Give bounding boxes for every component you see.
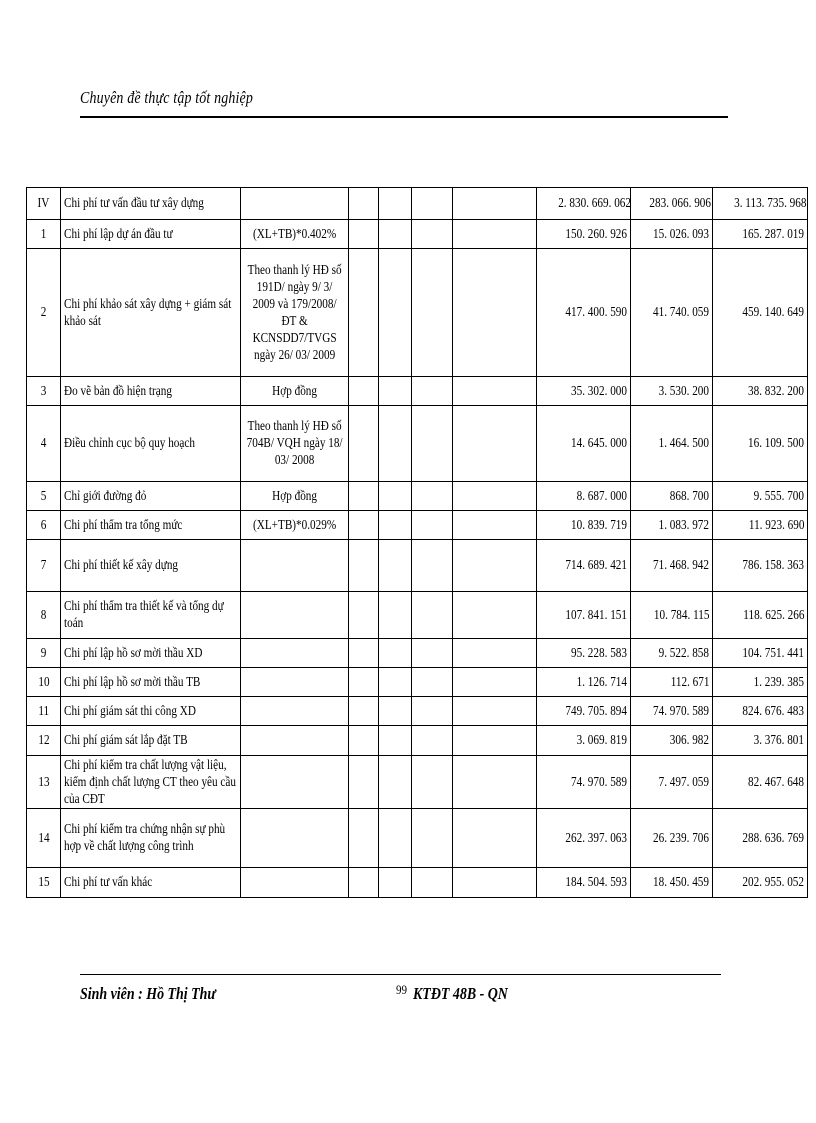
value-vat-text: 9. 522. 858 — [658, 645, 709, 661]
cost-table-body — [27, 188, 808, 898]
blank-cell — [453, 377, 537, 406]
value-vat-text: 1. 464. 500 — [658, 436, 709, 451]
value-vat-text: 10. 784. 115 — [653, 607, 709, 623]
blank-cell — [349, 868, 379, 898]
row-number-text: 5 — [40, 488, 47, 504]
blank-cell — [453, 188, 537, 220]
value-after-tax-text: 104. 751. 441 — [742, 645, 804, 661]
value-after-tax — [713, 511, 808, 540]
row-number — [27, 188, 61, 220]
value-vat — [631, 592, 713, 639]
blank-cell — [379, 540, 412, 592]
cost-item-name — [61, 406, 241, 482]
value-before-tax-text: 262. 397. 063 — [565, 830, 627, 846]
value-after-tax — [713, 540, 808, 592]
blank-cell — [412, 756, 453, 809]
cost-basis — [241, 809, 349, 868]
row-number-text: 12 — [37, 733, 50, 748]
value-before-tax — [537, 668, 631, 697]
cost-basis — [241, 188, 349, 220]
blank-cell — [453, 726, 537, 756]
value-vat-text: 3. 530. 200 — [658, 383, 709, 399]
blank-cell — [349, 639, 379, 668]
value-vat — [631, 511, 713, 540]
blank-cell — [412, 726, 453, 756]
blank-cell — [453, 220, 537, 249]
row-number — [27, 809, 61, 868]
cost-basis — [241, 406, 349, 482]
cost-item-name-text: Chi phí thẩm tra tổng mức — [64, 517, 183, 533]
row-number-text: 7 — [40, 558, 47, 573]
blank-cell — [379, 377, 412, 406]
value-after-tax-text: 786. 158. 363 — [742, 558, 804, 573]
blank-cell — [453, 809, 537, 868]
value-after-tax — [713, 188, 808, 220]
value-vat — [631, 639, 713, 668]
value-vat — [631, 809, 713, 868]
cost-item-name — [61, 540, 241, 592]
cost-item-name-text: Chi phí giám sát thi công XD — [64, 703, 196, 719]
blank-cell — [453, 249, 537, 377]
footer-divider — [80, 974, 721, 975]
blank-cell — [379, 511, 412, 540]
value-vat — [631, 540, 713, 592]
cost-basis-text: Theo thanh lý HĐ số 704B/ VQH ngày 18/ 03/ 2008 — [246, 419, 343, 468]
value-after-tax — [713, 482, 808, 511]
value-before-tax-text: 95. 228. 583 — [571, 645, 627, 661]
cost-basis — [241, 592, 349, 639]
value-after-tax — [713, 756, 808, 809]
row-number-text: 10 — [37, 674, 50, 690]
value-vat — [631, 668, 713, 697]
cost-item-name-text: Chi phí lập hồ sơ mời thầu TB — [64, 674, 201, 690]
row-number-text: 14 — [37, 830, 50, 846]
value-after-tax — [713, 668, 808, 697]
value-before-tax-text: 35. 302. 000 — [571, 383, 627, 399]
cost-item-name-text: Chi phí kiểm tra chứng nhận sự phù hợp về chất lượng công trình — [64, 822, 226, 854]
value-vat-text: 306. 982 — [669, 733, 709, 748]
cost-basis — [241, 726, 349, 756]
cost-basis — [241, 511, 349, 540]
cost-basis-text: Theo thanh lý HĐ số 191D/ ngày 9/ 3/ 2009 và 179/2008/ĐT & KCNSDD7/TVGS ngày 26/ 03/ 2009 — [247, 262, 342, 363]
value-before-tax — [537, 756, 631, 809]
value-after-tax-text: 202. 955. 052 — [742, 875, 804, 890]
value-after-tax — [713, 249, 808, 377]
blank-cell — [349, 482, 379, 511]
table-row — [27, 511, 808, 540]
cost-item-name-text: Chi phí lập hồ sơ mời thầu XD — [64, 645, 203, 661]
cost-basis — [241, 756, 349, 809]
blank-cell — [349, 406, 379, 482]
blank-cell — [412, 406, 453, 482]
value-vat — [631, 220, 713, 249]
cost-basis-text: (XL+TB)*0.402% — [252, 226, 337, 242]
cost-basis — [241, 668, 349, 697]
blank-cell — [349, 220, 379, 249]
cost-item-name-text: Chỉ giới đường đỏ — [64, 488, 147, 504]
value-before-tax — [537, 406, 631, 482]
value-vat — [631, 377, 713, 406]
cost-item-name — [61, 377, 241, 406]
cost-basis — [241, 868, 349, 898]
blank-cell — [379, 406, 412, 482]
blank-cell — [379, 726, 412, 756]
value-before-tax-text: 417. 400. 590 — [565, 305, 627, 320]
blank-cell — [349, 809, 379, 868]
blank-cell — [379, 809, 412, 868]
value-before-tax — [537, 868, 631, 898]
blank-cell — [453, 668, 537, 697]
value-vat — [631, 756, 713, 809]
blank-cell — [349, 756, 379, 809]
row-number-text: 1 — [40, 226, 47, 242]
value-before-tax-text: 10. 839. 719 — [571, 517, 627, 533]
blank-cell — [349, 668, 379, 697]
cost-item-name-text: Chi phí thẩm tra thiết kế và tổng dự toán — [64, 599, 224, 631]
table-row — [27, 377, 808, 406]
value-vat-text: 283. 066. 906 — [649, 196, 711, 211]
blank-cell — [349, 540, 379, 592]
value-after-tax-text: 288. 636. 769 — [742, 830, 804, 846]
page-header-title: Chuyên đề thực tập tốt nghiệp — [80, 88, 254, 107]
blank-cell — [379, 756, 412, 809]
blank-cell — [379, 868, 412, 898]
cost-item-name — [61, 809, 241, 868]
cost-basis — [241, 639, 349, 668]
value-after-tax-text: 16. 109. 500 — [748, 436, 804, 451]
table-row — [27, 668, 808, 697]
cost-item-name — [61, 482, 241, 511]
blank-cell — [453, 697, 537, 726]
blank-cell — [453, 639, 537, 668]
blank-cell — [349, 511, 379, 540]
table-row — [27, 406, 808, 482]
blank-cell — [412, 377, 453, 406]
value-before-tax — [537, 540, 631, 592]
cost-basis — [241, 249, 349, 377]
blank-cell — [349, 377, 379, 406]
footer-page-number: 99 — [396, 982, 408, 997]
value-after-tax-text: 3. 113. 735. 968 — [734, 196, 807, 211]
value-before-tax — [537, 511, 631, 540]
value-after-tax — [713, 592, 808, 639]
value-before-tax-text: 8. 687. 000 — [576, 488, 627, 504]
value-after-tax-text: 1. 239. 385 — [753, 674, 804, 690]
blank-cell — [349, 697, 379, 726]
value-before-tax-text: 74. 970. 589 — [571, 774, 627, 790]
value-before-tax-text: 184. 504. 593 — [565, 875, 627, 890]
value-before-tax — [537, 639, 631, 668]
cost-item-name — [61, 726, 241, 756]
blank-cell — [379, 249, 412, 377]
value-before-tax — [537, 482, 631, 511]
cost-item-name — [61, 220, 241, 249]
row-number-text: 6 — [40, 517, 47, 533]
table-row — [27, 868, 808, 898]
value-after-tax-text: 38. 832. 200 — [748, 383, 804, 399]
value-vat-text: 71. 468. 942 — [653, 558, 709, 573]
blank-cell — [412, 220, 453, 249]
value-vat — [631, 868, 713, 898]
value-vat-text: 868. 700 — [669, 488, 709, 504]
cost-basis-text: Hợp đồng — [272, 488, 317, 504]
value-before-tax — [537, 188, 631, 220]
value-before-tax — [537, 249, 631, 377]
cost-item-name-text: Chi phí tư vấn khác — [64, 875, 153, 890]
value-before-tax-text: 1. 126. 714 — [576, 674, 627, 690]
row-number — [27, 756, 61, 809]
row-number — [27, 668, 61, 697]
value-after-tax — [713, 697, 808, 726]
footer-class-code: KTĐT 48B - QN — [413, 984, 508, 1003]
blank-cell — [349, 726, 379, 756]
blank-cell — [379, 592, 412, 639]
value-vat-text: 112. 671 — [670, 674, 709, 690]
blank-cell — [349, 188, 379, 220]
value-before-tax-text: 749. 705. 894 — [565, 703, 627, 719]
blank-cell — [379, 639, 412, 668]
value-before-tax — [537, 726, 631, 756]
value-after-tax-text: 11. 923. 690 — [748, 517, 804, 533]
blank-cell — [453, 482, 537, 511]
cost-item-name-text: Điều chỉnh cục bộ quy hoạch — [64, 436, 195, 451]
blank-cell — [379, 668, 412, 697]
value-after-tax-text: 9. 555. 700 — [753, 488, 804, 504]
cost-item-name-text: Chi phí khảo sát xây dựng + giám sát khảo sát — [64, 296, 232, 329]
row-number — [27, 697, 61, 726]
value-before-tax-text: 2. 830. 669. 062 — [558, 196, 631, 211]
row-number — [27, 482, 61, 511]
cost-basis-text: (XL+TB)*0.029% — [252, 517, 337, 533]
value-after-tax-text: 165. 287. 019 — [742, 226, 804, 242]
value-after-tax — [713, 809, 808, 868]
blank-cell — [453, 756, 537, 809]
value-before-tax — [537, 377, 631, 406]
value-before-tax-text: 714. 689. 421 — [565, 558, 627, 573]
row-number — [27, 249, 61, 377]
row-number-text: 15 — [37, 875, 50, 890]
cost-item-name-text: Chi phí tư vấn đầu tư xây dựng — [64, 196, 204, 211]
blank-cell — [453, 592, 537, 639]
row-number-text: IV — [37, 196, 50, 211]
blank-cell — [379, 220, 412, 249]
row-number-text: 9 — [40, 645, 47, 661]
value-after-tax — [713, 377, 808, 406]
cost-basis — [241, 220, 349, 249]
blank-cell — [412, 511, 453, 540]
cost-item-name — [61, 697, 241, 726]
row-number-text: 3 — [40, 383, 47, 399]
cost-item-name-text: Chi phí kiểm tra chất lượng vật liệu, kiểm định chất lượng CT theo yêu cầu của CĐT — [64, 757, 236, 807]
row-number-text: 13 — [37, 774, 50, 790]
cost-item-name — [61, 188, 241, 220]
value-after-tax-text: 118. 625. 266 — [742, 607, 804, 623]
cost-item-name-text: Chi phí lập dự án đầu tư — [64, 226, 173, 242]
value-before-tax-text: 14. 645. 000 — [571, 436, 627, 451]
cost-item-name-text: Chi phí thiết kế xây dựng — [64, 558, 179, 573]
table-row — [27, 697, 808, 726]
value-vat — [631, 726, 713, 756]
value-vat-text: 26. 239. 706 — [653, 830, 709, 846]
blank-cell — [453, 540, 537, 592]
cost-item-name — [61, 511, 241, 540]
value-before-tax-text: 3. 069. 819 — [576, 733, 627, 748]
blank-cell — [453, 406, 537, 482]
blank-cell — [412, 668, 453, 697]
row-number — [27, 511, 61, 540]
cost-item-name — [61, 756, 241, 809]
table-row — [27, 540, 808, 592]
row-number — [27, 639, 61, 668]
value-before-tax-text: 150. 260. 926 — [565, 226, 627, 242]
blank-cell — [379, 188, 412, 220]
value-vat-text: 74. 970. 589 — [653, 703, 709, 719]
cost-basis — [241, 377, 349, 406]
row-number — [27, 726, 61, 756]
table-row — [27, 188, 808, 220]
blank-cell — [412, 540, 453, 592]
blank-cell — [412, 482, 453, 511]
cost-basis — [241, 697, 349, 726]
blank-cell — [412, 809, 453, 868]
value-vat-text: 18. 450. 459 — [653, 875, 709, 890]
value-vat — [631, 697, 713, 726]
value-vat-text: 41. 740. 059 — [653, 305, 709, 320]
value-after-tax-text: 459. 140. 649 — [742, 305, 804, 320]
blank-cell — [412, 249, 453, 377]
table-row — [27, 482, 808, 511]
cost-item-name — [61, 668, 241, 697]
value-before-tax — [537, 697, 631, 726]
row-number — [27, 868, 61, 898]
row-number — [27, 377, 61, 406]
blank-cell — [379, 482, 412, 511]
cost-basis — [241, 540, 349, 592]
table-row — [27, 809, 808, 868]
cost-item-name — [61, 592, 241, 639]
value-vat — [631, 188, 713, 220]
cost-item-name — [61, 639, 241, 668]
table-row — [27, 592, 808, 639]
row-number-text: 4 — [40, 436, 47, 451]
table-row — [27, 756, 808, 809]
value-vat — [631, 249, 713, 377]
cost-basis — [241, 482, 349, 511]
cost-table — [26, 187, 808, 898]
value-before-tax-text: 107. 841. 151 — [565, 607, 627, 623]
blank-cell — [412, 639, 453, 668]
value-after-tax-text: 824. 676. 483 — [742, 703, 804, 719]
row-number — [27, 540, 61, 592]
value-after-tax — [713, 868, 808, 898]
value-after-tax — [713, 726, 808, 756]
value-after-tax-text: 3. 376. 801 — [753, 733, 804, 748]
value-vat-text: 7. 497. 059 — [658, 774, 709, 790]
value-after-tax-text: 82. 467. 648 — [748, 774, 804, 790]
value-vat-text: 15. 026. 093 — [653, 226, 709, 242]
value-after-tax — [713, 220, 808, 249]
blank-cell — [349, 592, 379, 639]
footer-student: Sinh viên : Hồ Thị Thư — [80, 984, 216, 1003]
table-row — [27, 639, 808, 668]
cost-item-name — [61, 249, 241, 377]
header-divider — [80, 116, 728, 118]
value-vat-text: 1. 083. 972 — [658, 517, 709, 533]
row-number — [27, 406, 61, 482]
table-row — [27, 726, 808, 756]
cost-item-name — [61, 868, 241, 898]
value-after-tax — [713, 406, 808, 482]
cost-basis-text: Hợp đồng — [272, 383, 317, 399]
row-number-text: 8 — [40, 607, 47, 623]
cost-item-name-text: Chi phí giám sát lắp đặt TB — [64, 733, 188, 748]
value-before-tax — [537, 809, 631, 868]
blank-cell — [412, 188, 453, 220]
blank-cell — [379, 697, 412, 726]
blank-cell — [453, 868, 537, 898]
value-vat — [631, 406, 713, 482]
blank-cell — [412, 868, 453, 898]
row-number — [27, 592, 61, 639]
blank-cell — [412, 697, 453, 726]
row-number-text: 2 — [40, 305, 47, 320]
table-row — [27, 220, 808, 249]
value-vat — [631, 482, 713, 511]
blank-cell — [349, 249, 379, 377]
value-before-tax — [537, 592, 631, 639]
value-before-tax — [537, 220, 631, 249]
table-row — [27, 249, 808, 377]
value-after-tax — [713, 639, 808, 668]
blank-cell — [412, 592, 453, 639]
cost-item-name-text: Đo vẽ bản đồ hiện trạng — [64, 383, 172, 399]
blank-cell — [453, 511, 537, 540]
row-number-text: 11 — [38, 703, 49, 719]
row-number — [27, 220, 61, 249]
